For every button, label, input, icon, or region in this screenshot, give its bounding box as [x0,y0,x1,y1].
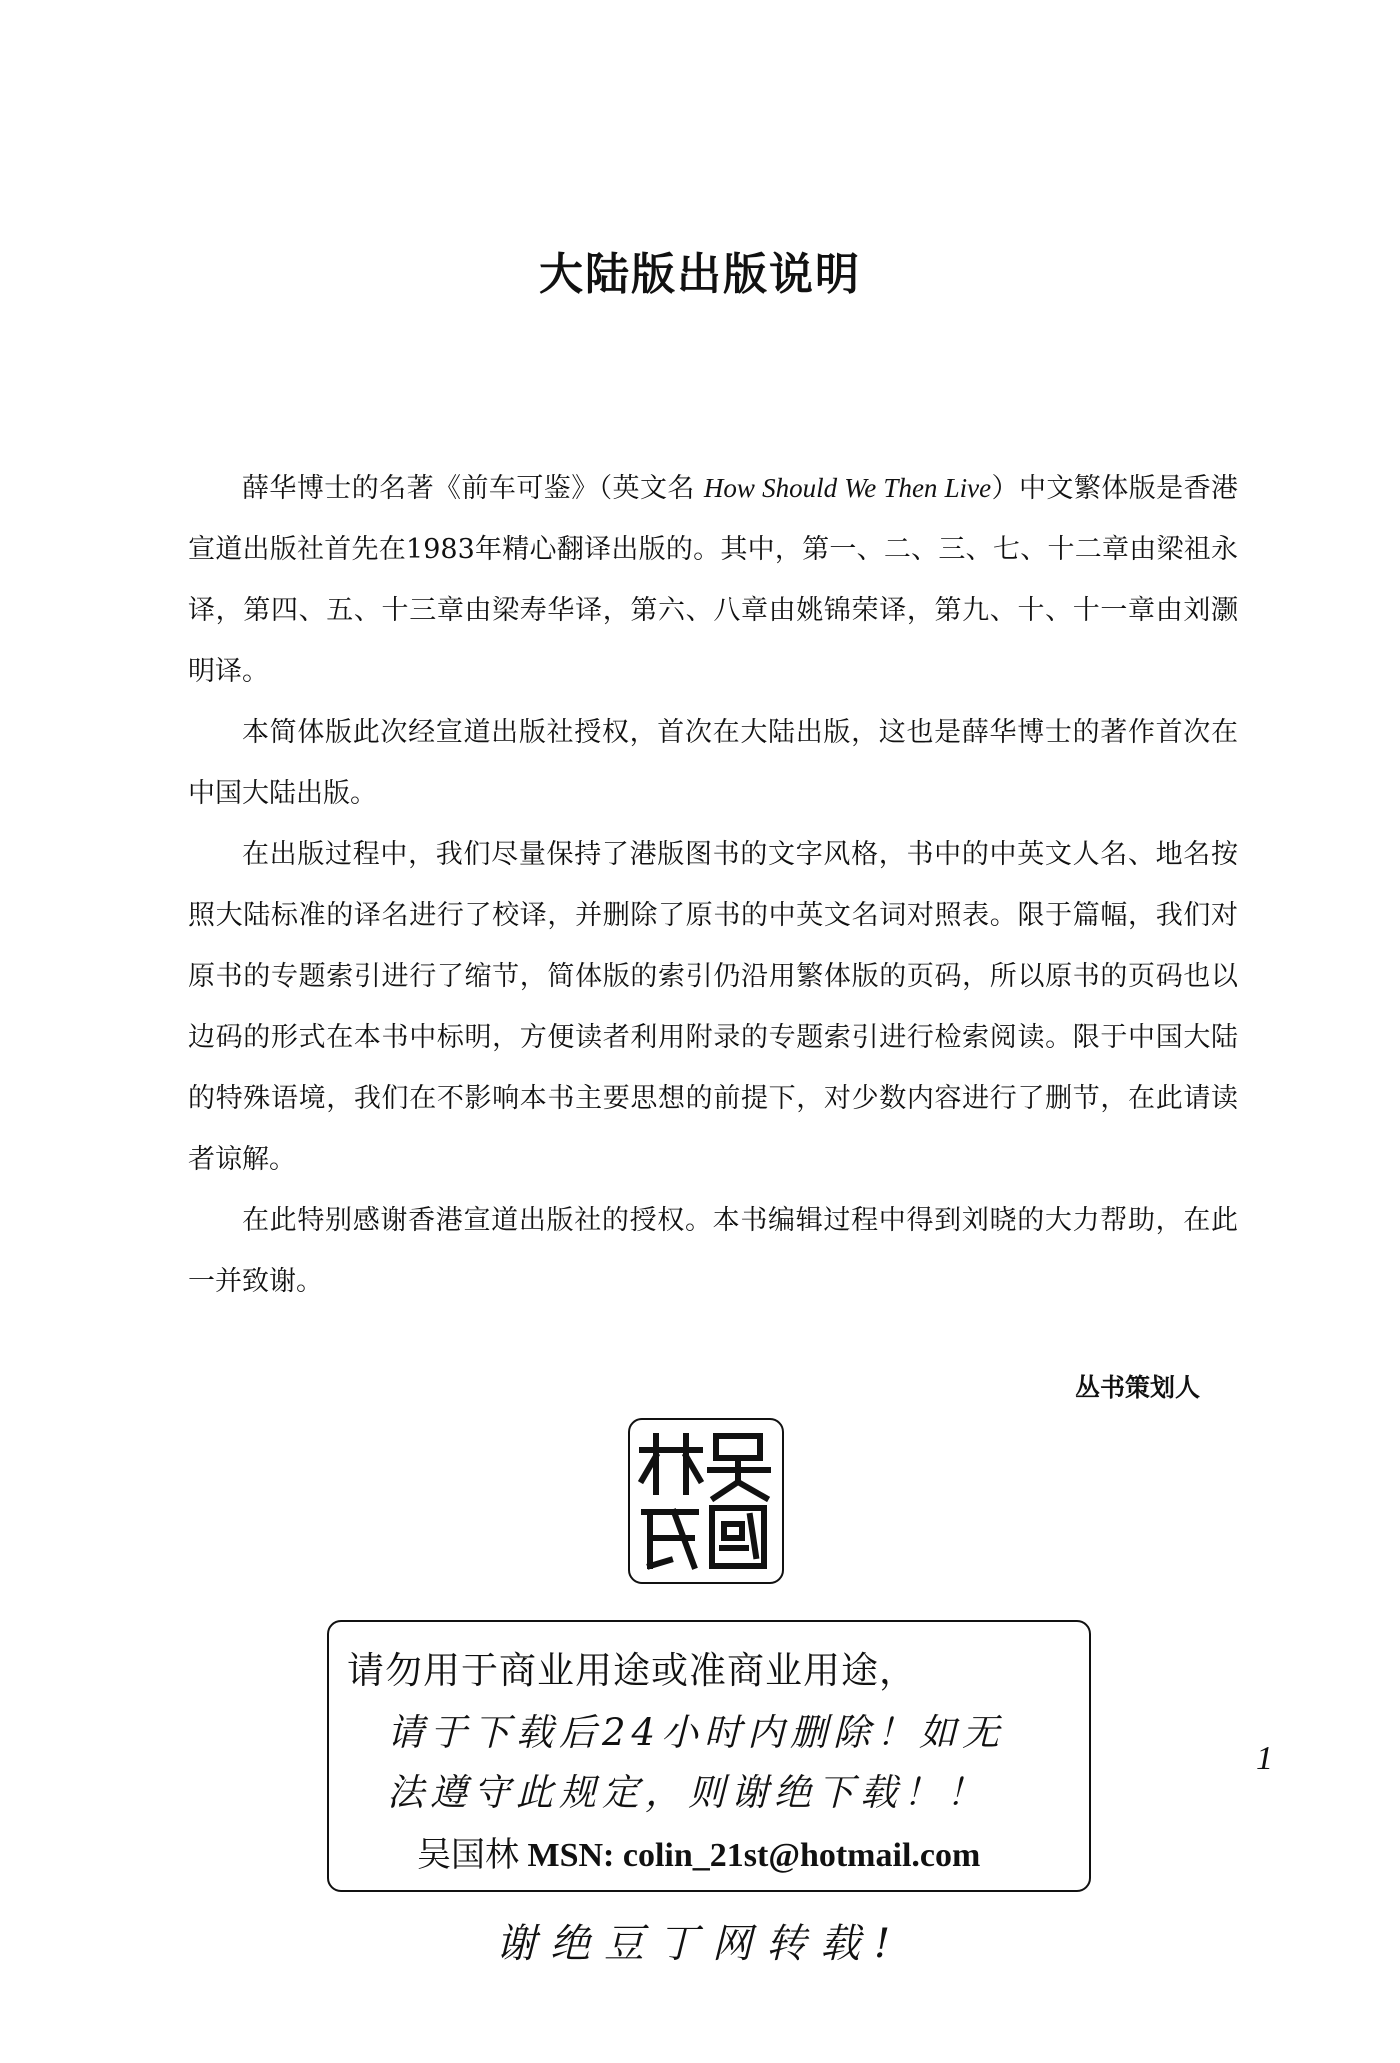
notice-line-3: 法遵守此规定，则谢绝下载！！ [387,1771,989,1814]
paragraph-1 [188,458,1238,702]
paragraph-2: 本简体版此次经宣道出版社授权，首次在大陆出版，这也是薛华博士的著作首次在中国大陆出版。 [188,717,1238,809]
page-title: 大陆版出版说明 [539,249,861,300]
signature: 丛书策划人 [1074,1373,1200,1402]
paragraph-4: 在此特别感谢香港宣道出版社的授权。本书编辑过程中得到刘晓的大力帮助，在此一并致谢。 [188,1205,1238,1297]
paragraph-3: 在出版过程中，我们尽量保持了港版图书的文字风格，书中的中英文人名、地名按照大陆标准的译名进行了校译，并删除了原书的中英文名词对照表。限于篇幅，我们对原书的专题索引进行了缩节，简体版的索引仍沿用繁体版的页码，所以原书的页码也以边码的形式在本书中标明，方便读者利用附录的专题索引进行检索阅读。限于中国大陆的特殊语境，我们在不影响本书主要思想的前提下，对少数内容进行了删节，在此请读者谅解。 [188,839,1238,1175]
copyright-notice-box [327,1620,1091,1892]
contact-name: 吴国林 [417,1837,519,1874]
paragraph-1-text-before: 薛华博士的名著《前车可鉴》（英文名 [242,473,704,504]
contact-msn: MSN: colin_21st@hotmail.com [527,1837,981,1874]
notice-contact-line [417,1827,980,1876]
page-number: 1 [1256,1740,1273,1777]
notice-line-2: 请于下载后24小时内删除！如无 [387,1711,1006,1754]
notice-line-1: 请勿用于商业用途或准商业用途， [347,1649,917,1692]
seal-glyphs [630,1420,782,1582]
seal-stamp [628,1418,784,1584]
english-title: How Should We Then Live [703,473,992,503]
footer-note: 谢绝豆丁网转载! [495,1921,905,1967]
body-text [188,458,1238,1312]
paragraph-1-text-after: ）中文繁体版是香港宣道出版社首先在1983年精心翻译出版的。其中，第一、二、三、七、十二章由梁祖永译，第四、五、十三章由梁寿华译，第六、八章由姚锦荣译，第九、十、十一章由刘灏明译。 [188,473,1239,687]
